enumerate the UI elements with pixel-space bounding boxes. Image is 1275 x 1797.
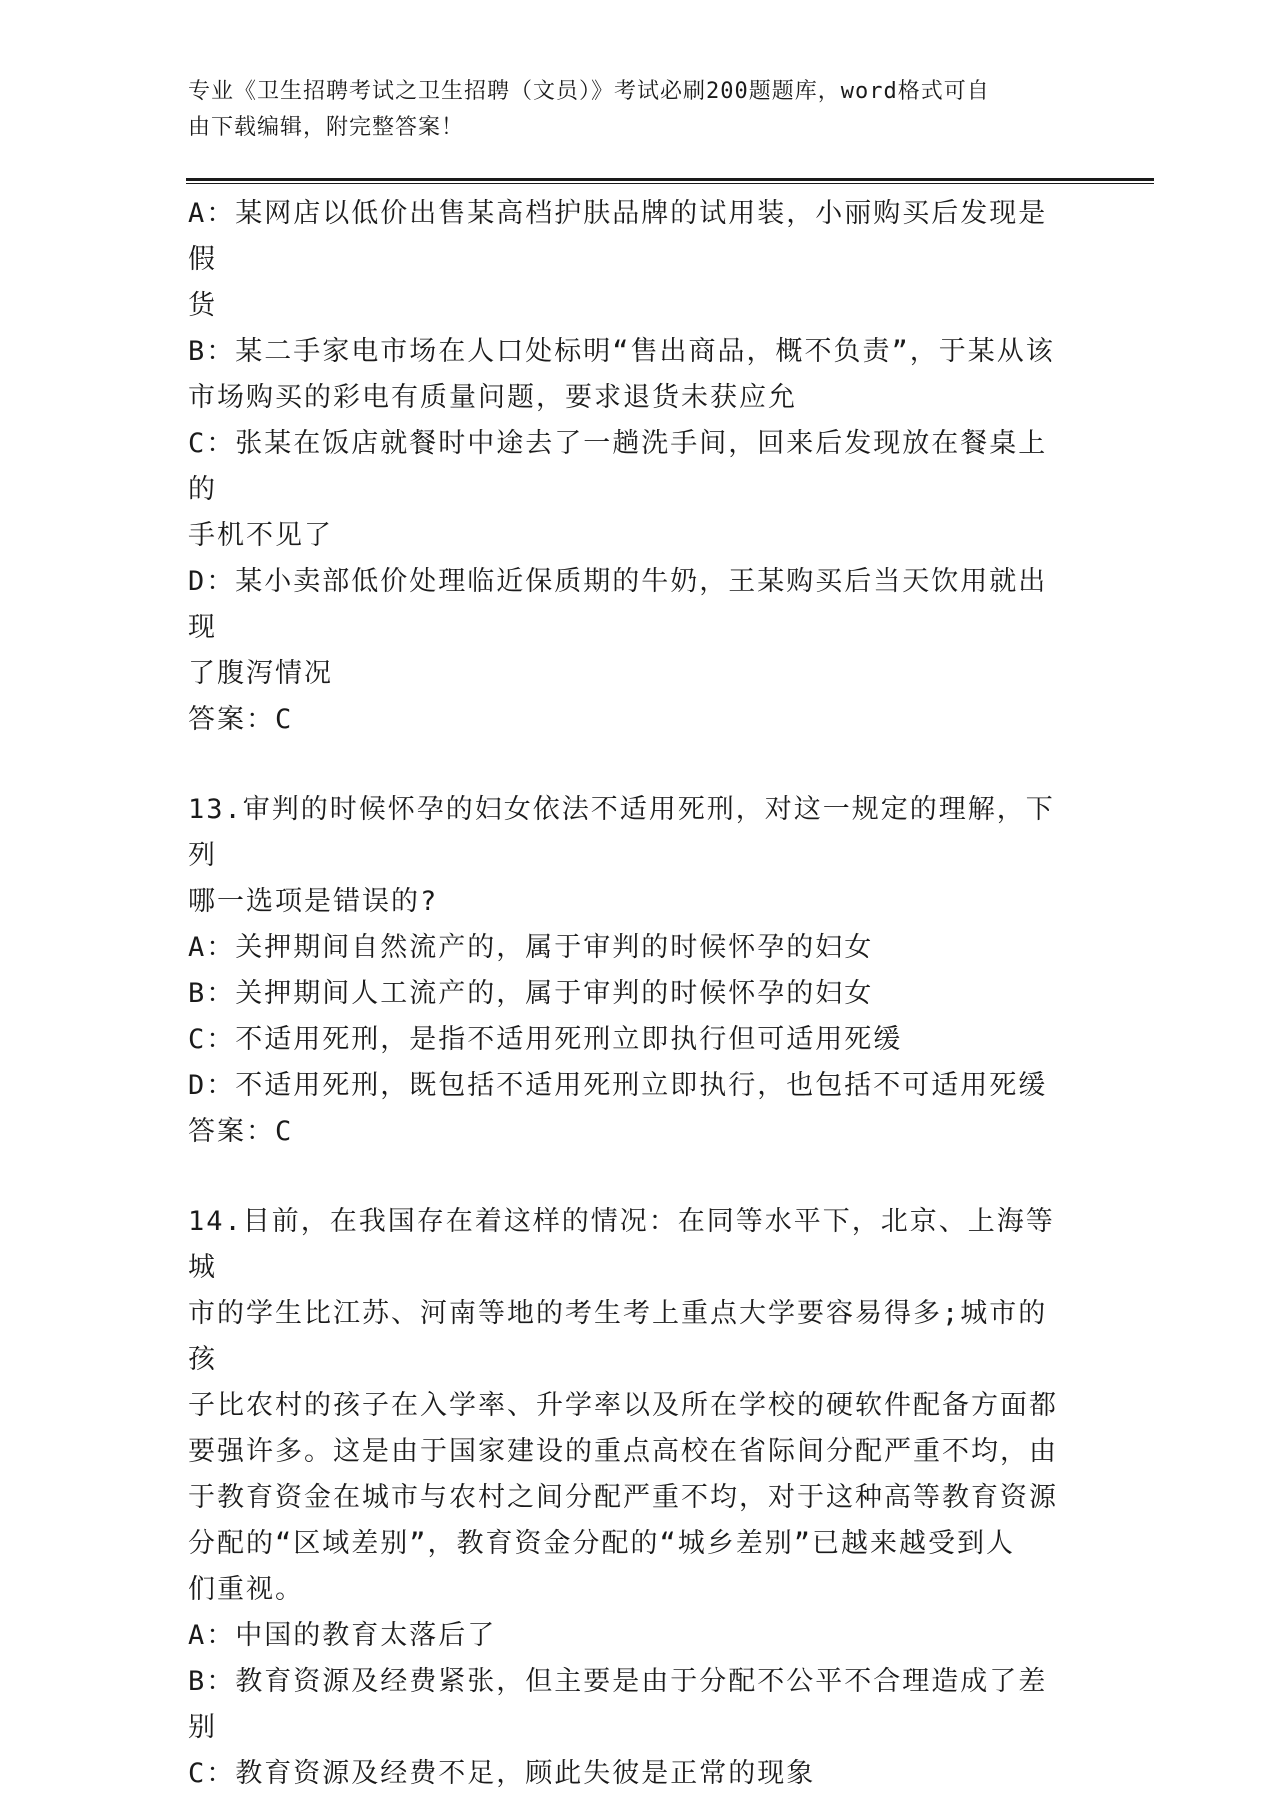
option-c: C：教育资源及经费不足，顾此失彼是正常的现象 xyxy=(188,1758,816,1789)
spacer xyxy=(188,1155,1068,1199)
question-line: 要强许多。这是由于国家建设的重点高校在省际间分配严重不均，由 xyxy=(188,1436,1058,1467)
question-13 xyxy=(188,787,1068,1155)
question-line: 市的学生比江苏、河南等地的考生考上重点大学要容易得多;城市的孩 xyxy=(188,1298,1048,1375)
header-line-2: 由下载编辑，附完整答案！ xyxy=(188,115,465,140)
question-line: 哪一选项是错误的? xyxy=(188,886,439,917)
question-line: 13.审判的时候怀孕的妇女依法不适用死刑，对这一规定的理解，下列 xyxy=(188,794,1055,871)
question-12 xyxy=(188,191,1068,743)
question-line: 分配的“区域差别”，教育资金分配的“城乡差别”已越来越受到人 xyxy=(188,1528,1016,1559)
page-header xyxy=(188,74,1068,146)
option-line: 货 xyxy=(188,290,217,321)
option-d xyxy=(188,559,1068,697)
option-a: A：关押期间自然流产的，属于审判的时候怀孕的妇女 xyxy=(188,932,874,963)
option-b xyxy=(188,329,1068,421)
option-line: A：某网店以低价出售某高档护肤品牌的试用装，小丽购买后发现是假 xyxy=(188,198,1048,275)
option-line: 市场购买的彩电有质量问题，要求退货未获应允 xyxy=(188,382,797,413)
spacer xyxy=(188,743,1068,787)
question-line: 于教育资金在城市与农村之间分配严重不均，对于这种高等教育资源 xyxy=(188,1482,1058,1513)
header-rule-thin xyxy=(186,183,1154,184)
question-line: 们重视。 xyxy=(188,1574,304,1605)
question-text xyxy=(188,787,1068,925)
header-line-1: 专业《卫生招聘考试之卫生招聘（文员）》考试必刷200题题库，word格式可自 xyxy=(188,79,990,104)
question-text xyxy=(188,1199,1068,1613)
option-line: B：某二手家电市场在人口处标明“售出商品，概不负责”，于某从该 xyxy=(188,336,1055,367)
option-d: D：不适用死刑，既包括不适用死刑立即执行，也包括不可适用死缓 xyxy=(188,1070,1048,1101)
question-14 xyxy=(188,1199,1068,1797)
option-a: A：中国的教育太落后了 xyxy=(188,1620,497,1651)
option-b: B：教育资源及经费紧张，但主要是由于分配不公平不合理造成了差别 xyxy=(188,1666,1048,1743)
option-c: C：不适用死刑，是指不适用死刑立即执行但可适用死缓 xyxy=(188,1024,903,1055)
option-c xyxy=(188,421,1068,559)
question-line: 子比农村的孩子在入学率、升学率以及所在学校的硬软件配备方面都 xyxy=(188,1390,1058,1421)
document-body xyxy=(188,191,1068,1797)
option-line: D：某小卖部低价处理临近保质期的牛奶，王某购买后当天饮用就出现 xyxy=(188,566,1048,643)
option-line: 手机不见了 xyxy=(188,520,333,551)
question-line: 14.目前，在我国存在着这样的情况：在同等水平下，北京、上海等城 xyxy=(188,1206,1055,1283)
answer-label: 答案：C xyxy=(188,1116,294,1147)
option-a xyxy=(188,191,1068,329)
answer-label: 答案：C xyxy=(188,704,294,735)
option-line: C：张某在饭店就餐时中途去了一趟洗手间，回来后发现放在餐桌上的 xyxy=(188,428,1048,505)
header-rule-thick xyxy=(186,178,1154,181)
option-line: 了腹泻情况 xyxy=(188,658,333,689)
option-b: B：关押期间人工流产的，属于审判的时候怀孕的妇女 xyxy=(188,978,874,1009)
